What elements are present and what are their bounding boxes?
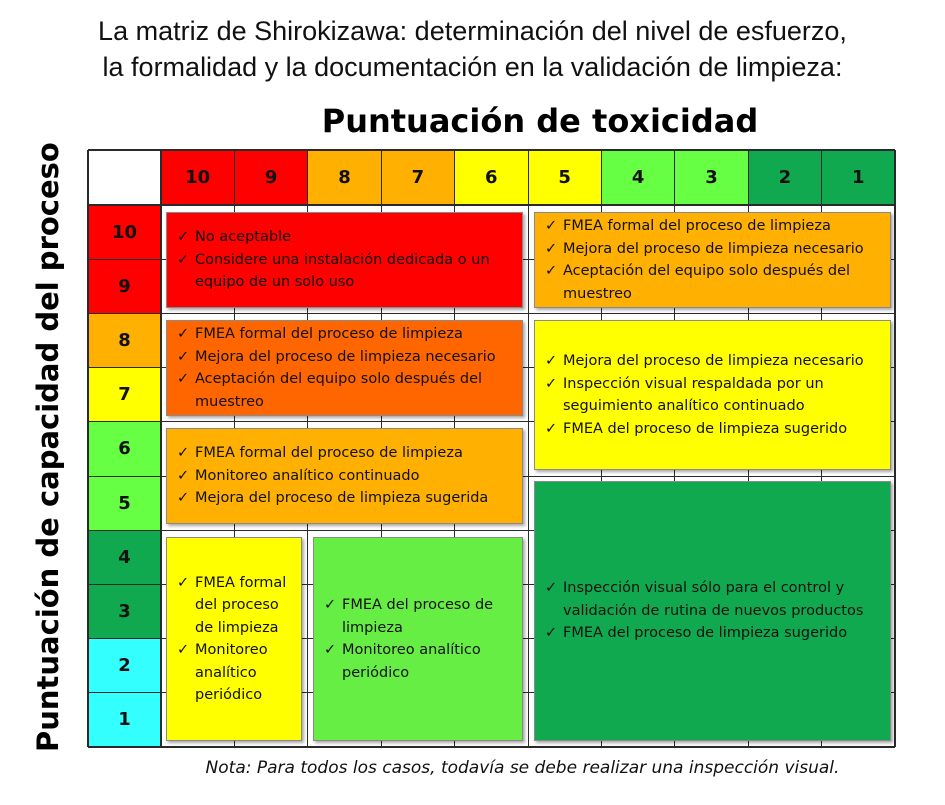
zone-mid-left <box>166 320 523 416</box>
toxicity-score-cell: 7 <box>381 150 454 205</box>
check-icon: ✓ <box>177 467 190 484</box>
zone-item-list <box>177 572 293 707</box>
zone-item-text: FMEA formal del proceso de limpieza <box>195 326 463 342</box>
grid-line <box>87 150 89 747</box>
zone-item-text: FMEA formal del proceso de limpieza <box>563 218 831 234</box>
check-icon: ✓ <box>324 597 337 613</box>
zone-item <box>545 350 882 373</box>
zone-item <box>545 238 882 261</box>
toxicity-score-cell: 8 <box>308 150 381 205</box>
check-icon: ✓ <box>177 445 190 462</box>
zone-item-text: Mejora del proceso de limpieza necesario <box>563 353 864 369</box>
zone-item <box>177 639 293 707</box>
zone-item-text: Aceptación del equipo solo después del muestreo <box>195 371 483 410</box>
capability-score-cell: 9 <box>88 259 161 313</box>
check-icon: ✓ <box>177 348 190 365</box>
toxicity-score-cell: 10 <box>161 150 234 205</box>
zone-item <box>324 594 514 639</box>
page-title-line-2: la formalidad y la documentación en la validación de limpieza: <box>102 52 843 82</box>
zone-item-text: Considere una instalación dedicada o un equipo de un solo uso <box>195 251 490 291</box>
zone-item-text: FMEA del proceso de limpieza <box>342 597 494 636</box>
zone-item-text: Monitoreo analítico periódico <box>342 642 481 681</box>
zone-item-text: FMEA del proceso de limpieza sugerido <box>563 625 848 642</box>
zone-item <box>545 577 882 622</box>
zone-item-text: Monitoreo analítico periódico <box>195 642 268 703</box>
zone-item <box>324 639 514 684</box>
capability-score-cell: 5 <box>88 476 161 530</box>
zone-item-text: Monitoreo analítico continuado <box>195 467 420 484</box>
check-icon: ✓ <box>177 229 190 246</box>
capability-score-cell: 1 <box>88 693 161 747</box>
zone-item <box>177 323 514 346</box>
zone-item-text: FMEA formal del proceso de limpieza <box>195 445 463 462</box>
toxicity-score-cell: 4 <box>601 150 674 205</box>
toxicity-score-cell: 1 <box>822 150 895 205</box>
zone-item-text: Mejora del proceso de limpieza necesario <box>195 348 496 365</box>
check-icon: ✓ <box>545 218 558 234</box>
zone-item <box>545 260 882 305</box>
zone-item-text: Inspección visual respaldada por un seguimiento analítico continuado <box>563 375 824 414</box>
toxicity-score-cell: 3 <box>675 150 748 205</box>
check-icon: ✓ <box>177 490 190 507</box>
capability-score-cell: 8 <box>88 313 161 367</box>
zone-item <box>177 346 514 369</box>
zone-item-text: Aceptación del equipo solo después del muestreo <box>563 263 851 302</box>
check-icon: ✓ <box>545 375 558 392</box>
zone-bottom-right <box>534 481 891 741</box>
zone-item-text: No aceptable <box>195 229 292 246</box>
check-icon: ✓ <box>177 326 190 342</box>
check-icon: ✓ <box>324 642 337 658</box>
zone-bottom-left <box>166 537 302 741</box>
zone-item <box>177 487 488 510</box>
zone-item-list <box>545 350 882 440</box>
capability-score-cell: 2 <box>88 639 161 693</box>
check-icon: ✓ <box>177 642 190 658</box>
grid-line <box>528 150 529 747</box>
grid-line <box>88 313 895 314</box>
toxicity-score-cell: 2 <box>748 150 821 205</box>
check-icon: ✓ <box>545 420 558 437</box>
zone-item <box>545 373 882 418</box>
capability-score-cell: 10 <box>88 205 161 259</box>
capability-score-cell: 4 <box>88 530 161 584</box>
toxicity-score-cell: 9 <box>234 150 307 205</box>
zone-top-right <box>534 212 891 308</box>
zone-item-text: FMEA del proceso de limpieza sugerido <box>563 420 848 437</box>
zone-item-text: FMEA formal del proceso de limpieza <box>195 574 287 636</box>
zone-item-text: Mejora del proceso de limpieza sugerida <box>195 490 489 507</box>
check-icon: ✓ <box>545 263 558 279</box>
zone-item-list <box>324 594 514 684</box>
grid-line <box>160 150 162 747</box>
zone-item <box>177 442 488 465</box>
zone-item-text: Inspección visual sólo para el control y validación de rutina de nuevos productos <box>563 580 864 619</box>
check-icon: ✓ <box>177 371 190 387</box>
x-axis-label: Puntuación de toxicidad <box>321 102 759 140</box>
zone-item-list <box>177 442 488 510</box>
zone-item-list <box>177 323 514 413</box>
capability-score-cell: 6 <box>88 422 161 476</box>
capability-score-cell: 3 <box>88 584 161 638</box>
zone-item-list <box>545 215 882 305</box>
zone-item-list <box>545 577 882 645</box>
check-icon: ✓ <box>545 580 558 597</box>
grid-line <box>88 204 895 206</box>
page-title-line-1: La matriz de Shirokizawa: determinación del nivel de esfuerzo, <box>98 16 847 46</box>
zone-item <box>545 622 882 645</box>
zone-bottom-center <box>313 537 523 741</box>
zone-item-text: Mejora del proceso de limpieza necesario <box>563 240 864 257</box>
check-icon: ✓ <box>545 625 558 642</box>
footnote: Nota: Para todos los casos, todavía se debe realizar una inspección visual. <box>205 758 840 778</box>
matrix-corner-cell <box>88 150 161 205</box>
check-icon: ✓ <box>177 251 190 268</box>
zone-item <box>177 368 514 413</box>
grid-line <box>894 150 896 747</box>
capability-score-cell: 7 <box>88 368 161 422</box>
zone-item <box>177 226 514 249</box>
grid-line <box>88 149 895 151</box>
zone-item <box>545 215 882 238</box>
check-icon: ✓ <box>177 574 190 591</box>
zone-item <box>545 418 882 441</box>
zone-item <box>177 572 293 640</box>
toxicity-score-cell: 5 <box>528 150 601 205</box>
zone-center-left <box>166 428 523 524</box>
grid-line <box>88 746 895 748</box>
zone-item <box>177 465 488 488</box>
check-icon: ✓ <box>545 240 558 257</box>
y-axis-label: Puntuación de capacidad del proceso <box>31 142 65 752</box>
zone-item <box>177 249 514 294</box>
zone-item-list <box>177 226 514 294</box>
toxicity-score-cell: 6 <box>455 150 528 205</box>
zone-mid-right <box>534 320 891 470</box>
check-icon: ✓ <box>545 353 558 369</box>
zone-not-acceptable <box>166 212 523 308</box>
